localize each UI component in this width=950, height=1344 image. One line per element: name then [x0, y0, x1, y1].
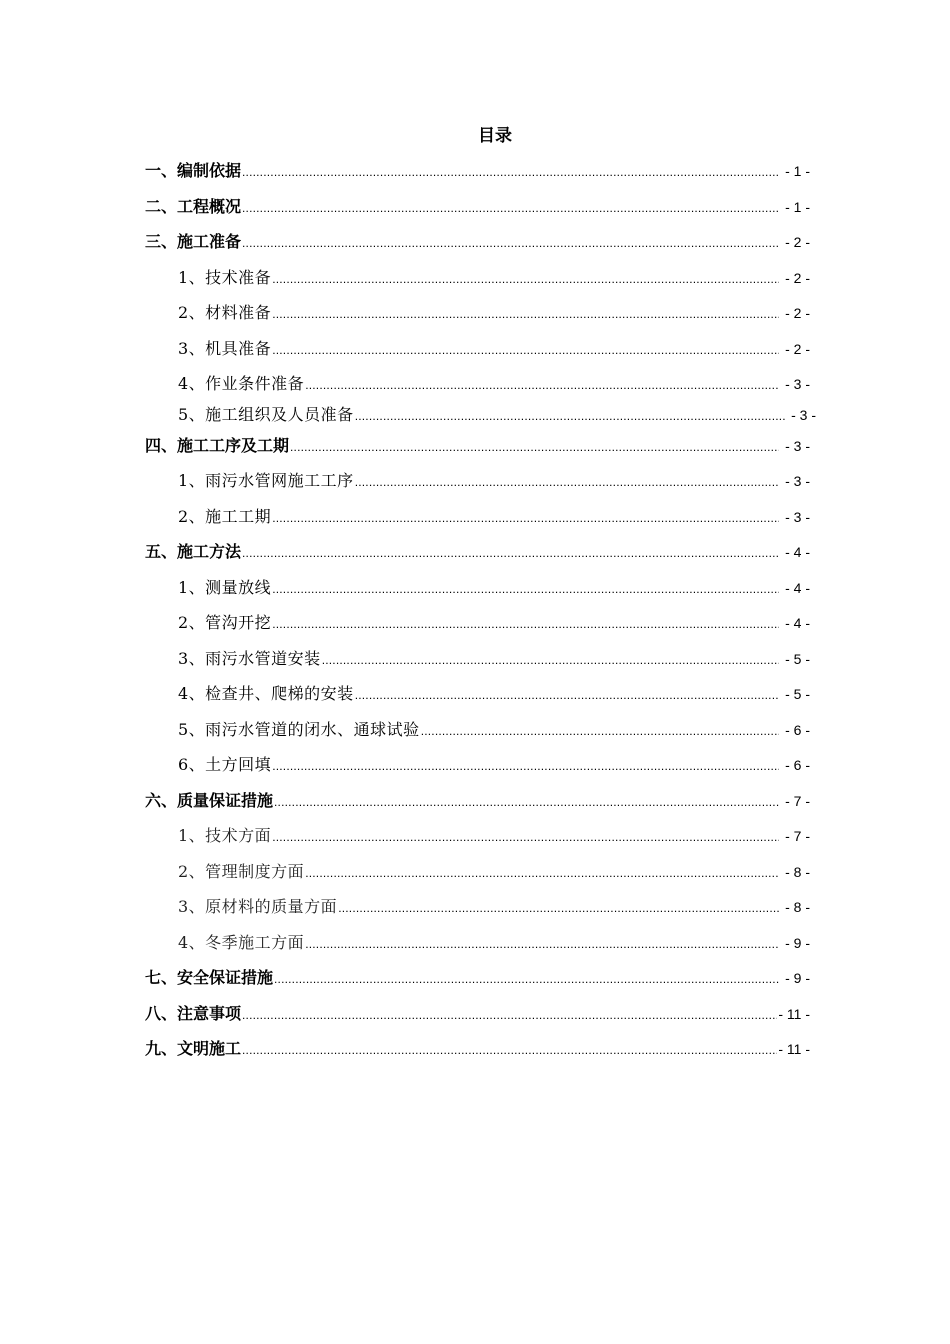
- toc-page-number: - 7 -: [785, 792, 810, 809]
- toc-entry-label: 1、测量放线: [178, 577, 272, 597]
- toc-dot-leader: [242, 536, 779, 572]
- toc-entry-label: 4、作业条件准备: [178, 374, 305, 393]
- toc-entry[interactable]: [145, 925, 810, 961]
- toc-page-number: - 3 -: [791, 406, 816, 423]
- toc-page-number: - 9 -: [785, 970, 810, 986]
- toc-entry[interactable]: [145, 402, 816, 428]
- toc-page-number: - 4 -: [785, 544, 810, 560]
- toc-dot-leader: [274, 962, 779, 998]
- toc-entry-label: 三、施工准备: [145, 232, 242, 251]
- toc-entry-label: 九、文明施工: [145, 1039, 242, 1058]
- toc-dot-leader: [242, 226, 779, 262]
- toc-entry-label: 2、管沟开挖: [178, 613, 272, 632]
- toc-page-number: - 1 -: [785, 198, 810, 215]
- toc-entry[interactable]: [145, 996, 810, 1032]
- toc-dot-leader: [272, 607, 779, 643]
- toc-dot-leader: [338, 891, 779, 927]
- toc-entry[interactable]: [145, 605, 810, 641]
- toc-dot-leader: [242, 191, 779, 227]
- toc-entry-label: 3、原材料的质量方面: [178, 897, 338, 916]
- toc-entry-label: 二、工程概况: [145, 196, 242, 216]
- toc-page-number: - 9 -: [785, 934, 810, 951]
- toc-entry-label: 5、雨污水管道的闭水、通球试验: [178, 719, 420, 739]
- toc-entry-label: 六、质量保证措施: [145, 790, 274, 810]
- toc-page-number: - 2 -: [785, 269, 810, 286]
- toc-entry-label: 1、技术准备: [178, 267, 272, 287]
- toc-entry[interactable]: [145, 463, 810, 499]
- toc-entry-label: 5、施工组织及人员准备: [178, 404, 354, 424]
- toc-entry[interactable]: [145, 960, 810, 996]
- toc-entry[interactable]: [145, 499, 810, 535]
- toc-entry-label: 五、施工方法: [145, 542, 242, 561]
- toc-page-number: - 3 -: [785, 473, 810, 489]
- toc-page-number: - 5 -: [785, 650, 810, 667]
- toc-entry-label: 1、雨污水管网施工工序: [178, 471, 354, 490]
- toc-page-number: - 3 -: [785, 508, 810, 525]
- toc-page-number: - 2 -: [785, 305, 810, 321]
- toc-entry-label: 3、机具准备: [178, 338, 272, 358]
- toc-page-number: - 11 -: [778, 1041, 810, 1057]
- toc-dot-leader: [355, 403, 785, 429]
- toc-dot-leader: [421, 714, 779, 750]
- toc-entry-label: 2、管理制度方面: [178, 861, 305, 881]
- toc-dot-leader: [272, 572, 779, 608]
- toc-page-number: - 1 -: [785, 163, 810, 179]
- toc-entry[interactable]: [145, 854, 810, 890]
- toc-dot-leader: [272, 262, 779, 298]
- toc-entry-label: 八、注意事项: [145, 1003, 242, 1023]
- toc-entry[interactable]: [145, 260, 810, 296]
- toc-dot-leader: [305, 927, 779, 963]
- toc-entry-label: 1、技术方面: [178, 826, 272, 845]
- toc-entry-label: 四、施工工序及工期: [145, 435, 290, 455]
- toc-entry[interactable]: [145, 428, 810, 464]
- toc-dot-leader: [272, 749, 779, 785]
- toc-entry[interactable]: [145, 783, 810, 819]
- toc-page-number: - 7 -: [785, 828, 810, 844]
- toc-dot-leader: [242, 998, 777, 1034]
- toc-dot-leader: [242, 1033, 777, 1069]
- toc-page-number: - 6 -: [785, 721, 810, 738]
- toc-page-number: - 11 -: [778, 1005, 810, 1022]
- toc-dot-leader: [274, 785, 779, 821]
- toc-page-number: - 5 -: [785, 686, 810, 702]
- toc-entry[interactable]: [145, 189, 810, 225]
- toc-page-number: - 3 -: [785, 376, 810, 392]
- toc-page-number: - 2 -: [785, 340, 810, 357]
- toc-entry-label: 一、编制依据: [145, 161, 242, 180]
- toc-entry[interactable]: [145, 818, 810, 854]
- toc-page-number: - 3 -: [785, 437, 810, 454]
- toc-page-number: - 2 -: [785, 234, 810, 250]
- toc-page-number: - 6 -: [785, 757, 810, 773]
- toc-entry[interactable]: [145, 889, 810, 925]
- toc-entry[interactable]: [145, 534, 810, 570]
- toc-entry[interactable]: [145, 153, 810, 189]
- toc-entry[interactable]: [145, 366, 810, 402]
- toc-entry[interactable]: [145, 676, 810, 712]
- toc-page-number: - 8 -: [785, 899, 810, 915]
- toc-dot-leader: [272, 297, 779, 333]
- toc-dot-leader: [272, 820, 779, 856]
- toc-list: [145, 153, 816, 1067]
- toc-entry-label: 2、施工工期: [178, 506, 272, 526]
- toc-entry[interactable]: [145, 747, 810, 783]
- toc-entry[interactable]: [145, 295, 810, 331]
- toc-entry[interactable]: [145, 224, 810, 260]
- toc-page-number: - 8 -: [785, 863, 810, 880]
- toc-page-number: - 4 -: [785, 579, 810, 596]
- toc-page-number: - 4 -: [785, 615, 810, 631]
- toc-dot-leader: [242, 155, 779, 191]
- toc-entry[interactable]: [145, 570, 810, 606]
- toc-entry-label: 七、安全保证措施: [145, 968, 274, 987]
- toc-entry-label: 6、土方回填: [178, 755, 272, 774]
- toc-dot-leader: [272, 501, 779, 537]
- toc-dot-leader: [355, 678, 779, 714]
- toc-title: 目录: [478, 126, 512, 146]
- toc-dot-leader: [355, 465, 779, 501]
- toc-entry-label: 2、材料准备: [178, 303, 272, 322]
- toc-entry-label: 3、雨污水管道安装: [178, 648, 321, 668]
- toc-dot-leader: [290, 430, 779, 466]
- toc-dot-leader: [322, 643, 779, 679]
- toc-entry-label: 4、冬季施工方面: [178, 932, 305, 952]
- toc-dot-leader: [305, 368, 779, 404]
- toc-entry-label: 4、检查井、爬梯的安装: [178, 684, 354, 703]
- toc-entry[interactable]: [145, 641, 810, 677]
- toc-entry[interactable]: [145, 331, 810, 367]
- toc-entry[interactable]: [145, 712, 810, 748]
- toc-entry[interactable]: [145, 1031, 810, 1067]
- toc-dot-leader: [305, 856, 779, 892]
- toc-dot-leader: [272, 333, 779, 369]
